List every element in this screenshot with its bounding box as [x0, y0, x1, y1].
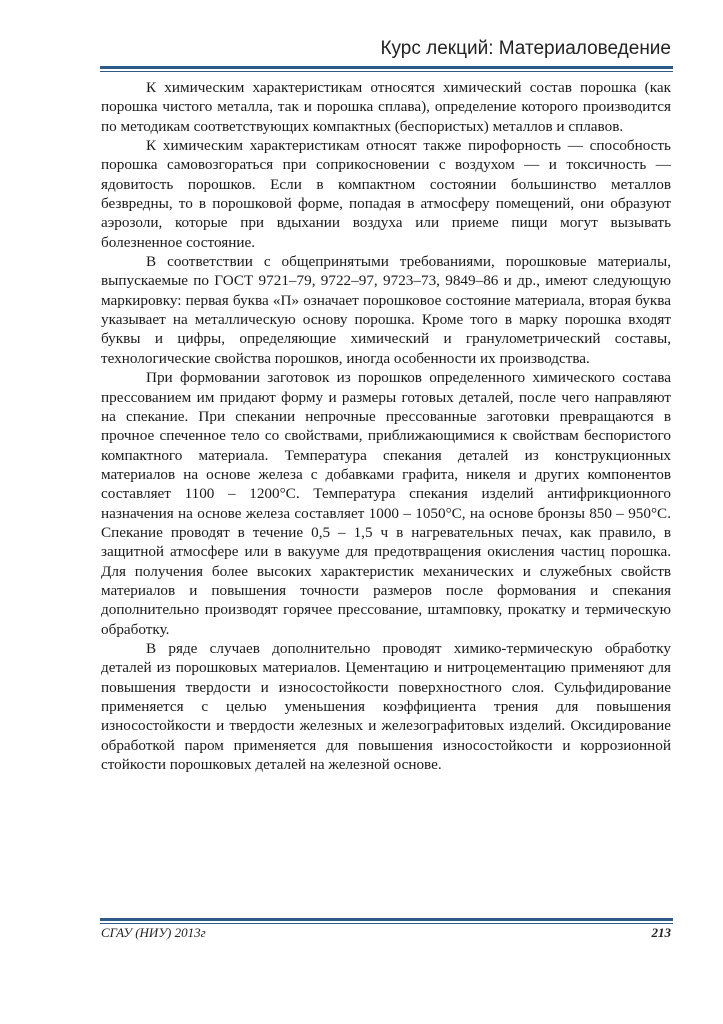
footer-rule [100, 918, 673, 924]
page-header-title: Курс лекций: Материаловедение [380, 38, 671, 59]
paragraph-pyrophoricity: К химическим характеристикам относят также пирофорность — способность порошка самовозгораться при соприкосновении с воздухом — и токсичность — ядовитость порошков. Если в компактном состоянии большинство металлов безвредны, то в порошковой форме, попадая в атмосферу помещений, они образуют аэрозоли, которые при вдыхании воздуха или приеме пищи могут вызывать болезненное состояние. [101, 137, 671, 251]
paragraph-chemical-characteristics: К химическим характеристикам относятся химический состав порошка (как порошка чистого металла, так и порошка сплава), определение которого производится по методикам соответствующих компактных (беспористых) металлов и сплавов. [101, 79, 671, 135]
header-rule [100, 66, 673, 72]
header-rule-thick [100, 66, 673, 69]
page-body [101, 78, 671, 774]
page-number: 213 [651, 925, 671, 940]
paragraph-thermochemical-treatment: В ряде случаев дополнительно проводят химико-термическую обработку деталей из порошковых материалов. Цементацию и нитроцементацию применяют для повышения твердости и износостойкости поверхностного слоя. Сульфидирование применяется с целью уменьшения коэффициента трения для повышения износостойкости и твердости железных и железографитовых изделий. Оксидирование обработкой паром применяется для повышения износостойкости и коррозионной стойкости порошковых деталей на железной основе. [101, 639, 671, 774]
header-rule-thin [100, 71, 673, 72]
footer-institution: СГАУ (НИУ) 2013г [101, 925, 206, 940]
footer-rule-thin [100, 923, 673, 924]
paragraph-sintering: При формовании заготовок из порошков определенного химического состава прессованием им придают форму и размеры готовых деталей, после чего направляют на спекание. При спекании непрочные прессованные заготовки превращаются в прочное спеченное тело со свойствами, приближающимися к свойствам беспористого компактного материала. Температура спекания деталей из конструкционных материалов на основе железа с добавками графита, никеля и других компонентов составляет 1100 – 1200°С. Температура спекания изделий антифрикционного назначения на основе железа составляет 1000 – 1050°С, на основе бронзы 850 – 950°С. Спекание проводят в течение 0,5 – 1,5 ч в нагревательных печах, как правило, в защитной атмосфере или в вакууме для предотвращения окисления частиц порошка. Для получения более высоких характеристик механических и служебных свойств материалов и повышения точности размеров после формования и спекания дополнительно производят горячее прессование, штамповку, прокатку и термическую обработку. [101, 369, 671, 638]
paragraph-marking: В соответствии с общепринятыми требованиями, порошковые материалы, выпускаемые по ГОСТ 9721–79, 9722–97, 9723–73, 9849–86 и др., имеют следующую маркировку: первая буква «П» означает порошковое состояние материала, вторая буква указывает на металлическую основу порошка. Кроме того в марку порошка входят буквы и цифры, определяющие химический и гранулометрический составы, технологические свойства порошков, иногда особенности их производства. [101, 253, 671, 367]
footer-rule-thick [100, 918, 673, 921]
